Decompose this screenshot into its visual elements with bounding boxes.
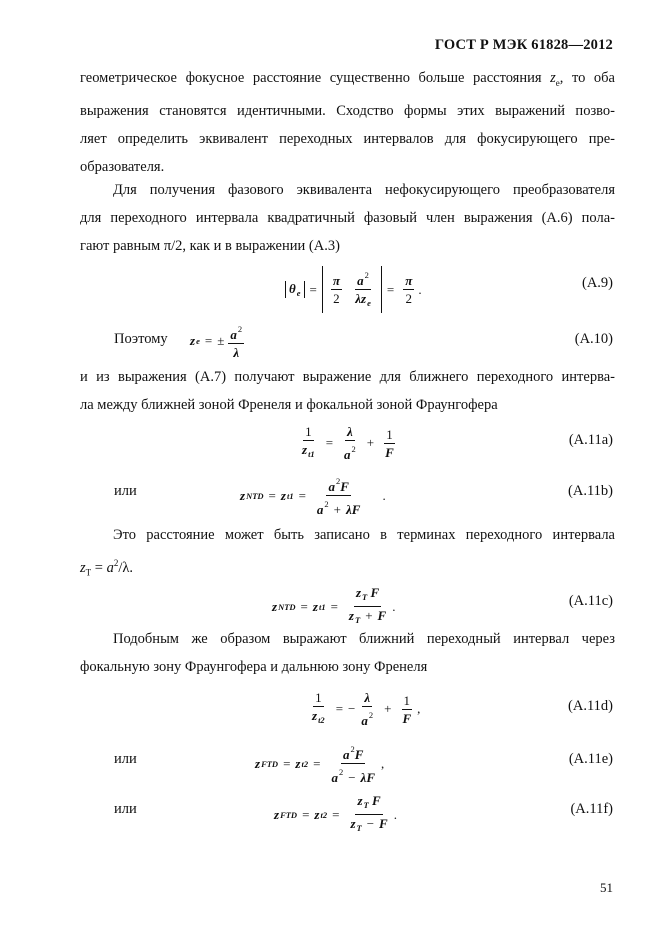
equation-a11a: $\frac{1}{z_{t1}}$ = $\frac{\lambda}{a^2}$ + $\frac{1}{F}$	[302, 424, 394, 462]
equation-a11f: z FTD = z t2 = $\frac{z_T F}{z_T - F}$ .	[274, 793, 397, 833]
paragraph-line: $z_T = a^2/\lambda$.	[80, 558, 134, 578]
lead-word-or: или	[114, 801, 137, 817]
equation-number-a11a: (А.11a)	[568, 432, 613, 448]
paragraph-line: фокальную зону Фраунгофера и дальнюю зону Френеля	[80, 659, 428, 675]
equation-number-a11c: (А.11c)	[568, 593, 613, 609]
paragraph-line: и из выражения (А.7) получают выражение для ближнего переходного интерва-	[80, 369, 615, 385]
lead-word-therefore: Поэтому	[114, 331, 168, 347]
lead-word-or: или	[114, 483, 137, 499]
equation-a11e: z FTD = z t2 = $\frac{a^2F}{a^2 - \lambda F}$ ,	[255, 744, 385, 785]
abs-fraction: $\frac{\pi}{2}$ $\frac{a^2}{\lambda z_e}$	[322, 266, 382, 313]
document-header: ГОСТ Р МЭК 61828—2012	[434, 37, 613, 53]
equation-a9: $\theta_e$ = $\frac{\pi}{2}$ $\frac{a^2}{\lambda z_e}$ = $\frac{\pi}{2}$ .	[285, 266, 422, 313]
equation-number-a11f: (А.11f)	[570, 801, 613, 817]
paragraph-line: для переходного интервала квадратичный фазовый член выражения (А.6) пола-	[80, 210, 615, 226]
equation-a11d: $\frac{1}{z_{t2}}$ = − $\frac{\lambda}{a^2}$ + $\frac{1}{F}$ ,	[312, 690, 421, 728]
equation-number-a11e: (А.11e)	[568, 751, 613, 767]
abs-theta: $\theta_e$	[285, 281, 305, 298]
paragraph-line: геометрическое фокусное расстояние существенно больше расстояния $z_e$, то оба	[80, 70, 615, 88]
paragraph-5	[80, 625, 615, 681]
paragraph-3	[80, 363, 615, 419]
paragraph-line: выражения становятся идентичными. Сходство формы этих выражений позво-	[80, 102, 615, 119]
equation-a11c: z NTD = z t1 = $\frac{z_T F}{z_T + F}$ .	[272, 585, 396, 625]
equation-number-a10: (А.10)	[574, 331, 613, 347]
equation-number-a11b: (А.11b)	[568, 483, 613, 499]
paragraph-2	[80, 176, 615, 260]
paragraph-line: Подобным же образом выражают ближний переходный интервал через	[113, 631, 615, 647]
paragraph-4	[80, 521, 615, 587]
paragraph-line: образователя.	[80, 158, 165, 175]
paragraph-line: ляет определить эквивалент переходных интервалов для фокусирующего пре-	[80, 130, 615, 147]
equation-number-a9: (А.9)	[581, 275, 613, 291]
lead-word-or: или	[114, 751, 137, 767]
equation-number-a11d: (А.11d)	[568, 698, 613, 714]
equation-a10: z e = ± $\frac{a^2}{\lambda}$	[190, 324, 243, 360]
paragraph-line: гают равным π/2, как и в выражении (А.3)	[80, 238, 340, 254]
paragraph-line: ла между ближней зоной Френеля и фокальной зоной Фраунгофера	[80, 397, 498, 413]
page-number: 51	[600, 880, 613, 895]
paragraph-line: Это расстояние может быть записано в терминах переходного интервала	[113, 527, 615, 543]
paragraph-1	[80, 64, 615, 181]
paragraph-line: Для получения фазового эквивалента нефокусирующего преобразователя	[113, 182, 615, 198]
equation-a11b: z NTD = z t1 = $\frac{a^2F}{a^2 + \lambda F}$ .	[240, 476, 386, 517]
